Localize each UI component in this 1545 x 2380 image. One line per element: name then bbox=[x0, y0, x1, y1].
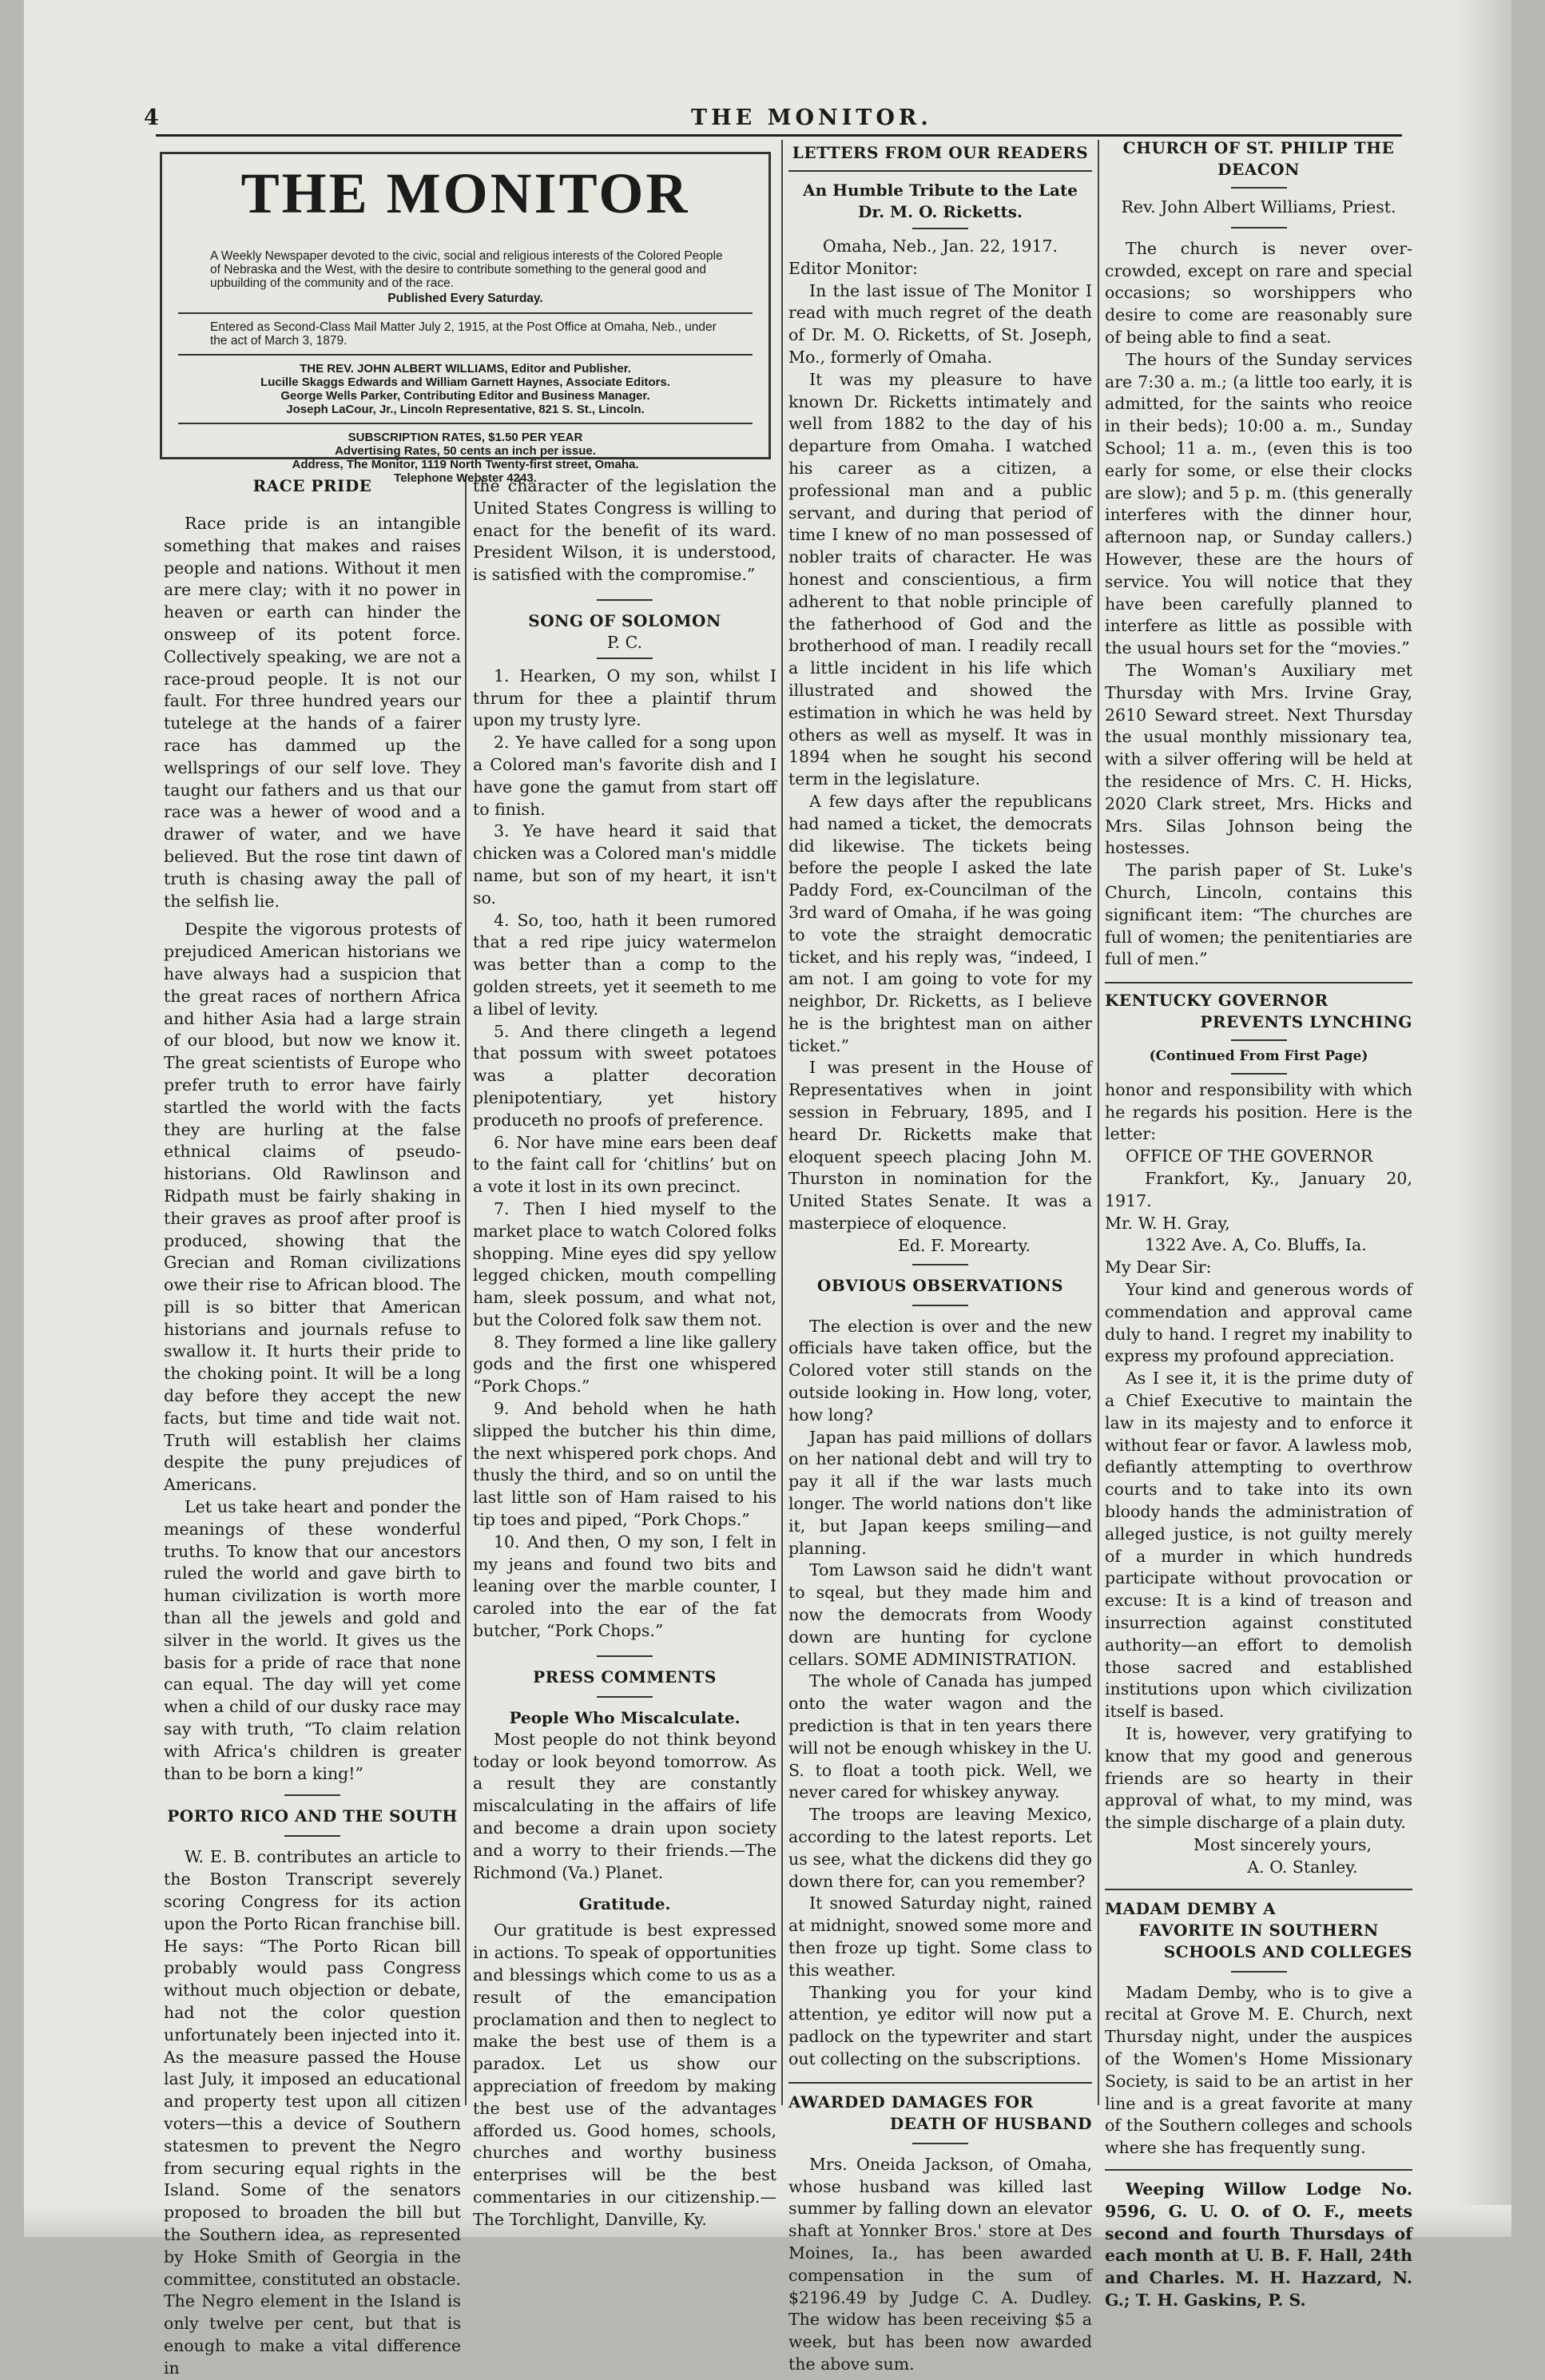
letter-paragraph: A few days after the republicans had named a ticket, the democrats did likewise. The tickets being before the people I asked the late Paddy Ford, ex-Councilman of the 3rd ward of Omaha, if he was going to vote the straight democratic ticket, and his reply was, “indeed, I am not. I am going to vote for my neighbor, Dr. Ricketts, as I believe he is the brightest man on aither ticket.” bbox=[788, 791, 1092, 1055]
nameplate: THE MONITOR bbox=[240, 161, 690, 225]
verse: 3. Ye have heard it said that chicken was a Colored man's middle name, but son of my heart, it isn't so. bbox=[473, 821, 776, 908]
mail-entry-notice: Entered as Second-Class Mail Matter July 2, 1915, at the Post Office at Omaha, Neb., under the act of March 3, 1879. bbox=[210, 320, 717, 348]
dateline: Omaha, Neb., Jan. 22, 1917. bbox=[822, 236, 1058, 256]
letterhead: OFFICE OF THE GOVERNOR bbox=[1126, 1146, 1373, 1166]
verse: 9. And behold when he hath slipped the butcher his thin dime, the next whispered pork chops. And thusly the third, and so on until the last little son of Ham raised to his tip toes and piped, “Pork Chops.” bbox=[473, 1399, 776, 1530]
column-3 bbox=[788, 142, 1092, 2376]
article-paragraph: Race pride is an intangible something that makes and raises people and nations. Without it men are mere clay; with it no power in heaven or earth can hinder the onsweep of its potent force. Collectively speaking, we are not a race-proud people. It is not our fault. For three hundred years our tutelege at the hands of a fairer race has dammed up the wellsprings of our self love. They taught our fathers and us that our race was a hewer of wood and a drawer of water, and we have believed. But the rose tint dawn of truth is chasing away the pall of the selfish lie. bbox=[164, 514, 461, 911]
letter-signature: Ed. F. Morearty. bbox=[897, 1235, 1031, 1255]
staff-list bbox=[186, 362, 745, 416]
verse: 1. Hearken, O my son, whilst I thrum for thee a plaintif thrum upon my trusty lyre. bbox=[473, 666, 776, 730]
priest-line: Rev. John Albert Williams, Priest. bbox=[1121, 197, 1396, 217]
letter-paragraph: Your kind and generous words of commendation and approval came duly to hand. I regret my inability to express my profound appreciation. bbox=[1105, 1280, 1412, 1366]
masthead-box bbox=[160, 152, 771, 485]
publication-schedule: Published Every Saturday. bbox=[387, 292, 543, 305]
verse: 2. Ye have called for a song upon a Colored man's favorite dish and I have gone the gamut from start off to finish. bbox=[473, 733, 776, 819]
headline-obvious-observations: OBVIOUS OBSERVATIONS bbox=[816, 1275, 1064, 1295]
article-paragraph: Tom Lawson said he didn't want to sqeal, but they made him and now the democrats from Woody down are hunting for cyclone cellars. SOME ADMINISTRATION. bbox=[788, 1560, 1092, 1669]
article-paragraph: Madam Demby, who is to give a recital at Grove M. E. Church, next Thursday night, under the auspices of the Women's Home Missionary Society, is said to be an artist in her line and is a great favorite at many of the Southern colleges and schools where she has frequently sung. bbox=[1105, 1982, 1412, 2158]
column-2 bbox=[473, 475, 776, 2231]
section-rule bbox=[1231, 1971, 1287, 1973]
article-paragraph: The whole of Canada has jumped onto the water wagon and the prediction is that in ten years there will not be enough whiskey in the U. S. to float a tooth pick. Well, we never cared for whiskey anyway. bbox=[788, 1671, 1092, 1802]
masthead-rule bbox=[178, 354, 753, 356]
article-paragraph: It snowed Saturday night, rained at midnight, snowed some more and then froze up tight. Some class to this weather. bbox=[788, 1893, 1092, 1980]
article-paragraph: Most people do not think beyond today or look beyond tomorrow. As a result they are constantly miscalculating in the affairs of life and become a drain upon society and a worry to their friends.—The Richmond (Va.) Planet. bbox=[473, 1729, 776, 1882]
article-paragraph: The church is never over-crowded, except on rare and special occasions; so worshippers who desire to come are reasonably sure of being able to find a seat. bbox=[1105, 238, 1412, 347]
masthead-rule bbox=[178, 312, 753, 314]
headline-demby-3: SCHOOLS AND COLLEGES bbox=[1163, 1941, 1412, 1961]
subscription-line: Advertising Rates, 50 cents an inch per issue. bbox=[335, 444, 596, 458]
section-rule bbox=[1105, 2169, 1412, 2171]
column-4 bbox=[1105, 137, 1412, 2312]
section-rule bbox=[912, 1264, 968, 1265]
verse: 5. And there clingeth a legend that possum with sweet potatoes was a platter decoration plenipotentiary, yet history produceth no proofs of preference. bbox=[473, 1021, 776, 1130]
column-divider-3 bbox=[1098, 140, 1099, 2105]
salutation: Editor Monitor: bbox=[788, 258, 918, 278]
lodge-notice: Weeping Willow Lodge No. 9596, G. U. O. of O. F., meets second and fourth Thursdays of each month at U. B. F. Hall, 24th and Charles. M. H. Hazzard, N. G.; T. H. Gaskins, P. S. bbox=[1105, 2179, 1412, 2310]
section-rule bbox=[597, 599, 653, 601]
section-rule bbox=[1105, 982, 1412, 983]
subhead-miscalculate: People Who Miscalculate. bbox=[509, 1707, 741, 1727]
staff-line: Lucille Skaggs Edwards and William Garnett Haynes, Associate Editors. bbox=[260, 375, 670, 389]
section-rule bbox=[912, 1305, 968, 1306]
article-paragraph: The election is over and the new officials have taken office, but the Colored voter still stands on the outside looking in. How long, voter, how long? bbox=[788, 1316, 1092, 1424]
section-rule bbox=[1105, 1889, 1412, 1890]
running-title: THE MONITOR. bbox=[691, 105, 932, 130]
letter-date: Frankfort, Ky., January 20, 1917. bbox=[1105, 1169, 1412, 1210]
article-paragraph: the character of the legislation the United States Congress is willing to enact for the benefit of its ward. President Wilson, it is understood, is satisfied with the compromise.” bbox=[473, 476, 776, 585]
headline-demby-1: MADAM DEMBY A bbox=[1105, 1898, 1277, 1918]
headline-awarded-damages-1: AWARDED DAMAGES FOR bbox=[788, 2092, 1034, 2112]
section-rule bbox=[912, 2143, 968, 2144]
article-paragraph: The troops are leaving Mexico, according to the latest reports. Let us see, what the dickens did they go down there for, can you remember? bbox=[788, 1805, 1092, 1891]
article-paragraph: Mrs. Oneida Jackson, of Omaha, whose husband was killed last summer by falling down an elevator shaft at Yonnker Bros.' store at Des Moines, Ia., has been awarded compensation in the sum of $2196.49 by Judge C. A. Dudley. The widow has been receiving $5 a week, but has been now awarded the above sum. bbox=[788, 2154, 1092, 2374]
section-rule bbox=[788, 2082, 1092, 2084]
verse: 7. Then I hied myself to the market place to watch Colored folks shopping. Mine eyes did spy yellow legged chicken, mouth compelling ham, sleek possum, and what not, but the Colored folk saw them not. bbox=[473, 1198, 776, 1329]
letter-paragraph: It was my pleasure to have known Dr. Ricketts intimately and well from 1882 to the day of his departure from Omaha. I watched his career as a citizen, a professional man and a public servant, and during that period of time I knew of no man possessed of nobler traits of character. He was honest and conscientious, a firm adherent to that noble principle of the fatherhood of God and the brotherhood of man. I readily recall a little incident in his life which illustrated and showed the estimation in which he was held by others as well as myself. It was in 1894 when he sought his second term in the legislature. bbox=[788, 369, 1092, 789]
section-rule bbox=[1231, 187, 1287, 189]
byline: P. C. bbox=[606, 632, 643, 652]
section-rule bbox=[597, 658, 653, 659]
verse: 10. And then, O my son, I felt in my jeans and found two bits and leaning over the marble counter, I caroled into the ear of the fat butcher, “Pork Chops.” bbox=[473, 1532, 776, 1641]
staff-line: George Wells Parker, Contributing Editor and Business Manager. bbox=[280, 389, 650, 403]
letter-signature: A. O. Stanley. bbox=[1247, 1857, 1358, 1877]
column-divider-2 bbox=[781, 140, 783, 2105]
staff-line: Joseph LaCour, Jr., Lincoln Representative, 821 S. St., Lincoln. bbox=[286, 403, 645, 416]
article-paragraph: Japan has paid millions of dollars on her national debt and will try to pay it all if the war lasts much longer. The world nations don't like it, but Japan keeps smiling—and planning. bbox=[788, 1427, 1092, 1558]
article-paragraph: The Woman's Auxiliary met Thursday with Mrs. Irvine Gray, 2610 Seward street. Next Thursday the usual monthly missionary tea, with a silver offering will be held at the residence of Mrs. C. H. Hicks, 2020 Clark street, Mrs. Hicks and Mrs. Silas Johnson being the hostesses. bbox=[1105, 660, 1412, 858]
page-number: 4 bbox=[144, 105, 159, 130]
headline-demby-2: FAVORITE IN SOUTHERN bbox=[1138, 1920, 1379, 1940]
section-rule bbox=[912, 228, 968, 229]
section-rule bbox=[284, 1835, 340, 1837]
subscription-line: Telephone Webster 4243. bbox=[394, 471, 537, 485]
headline-church-1: CHURCH OF ST. PHILIP THE bbox=[1122, 138, 1395, 157]
verse: 6. Nor have mine ears been deaf to the faint call for ‘chitlins’ but on a vote it lost in its own precinct. bbox=[473, 1132, 776, 1197]
verse: 4. So, too, hath it been rumored that a red ripe juicy watermelon was better than a comp to the golden streets, yet it seemeth to me a libel of levity. bbox=[473, 910, 776, 1019]
article-paragraph: honor and responsibility with which he regards his position. Here is the letter: bbox=[1105, 1079, 1412, 1144]
column-1 bbox=[164, 475, 461, 2380]
section-rule bbox=[597, 1696, 653, 1698]
article-paragraph: The parish paper of St. Luke's Church, Lincoln, contains this significant item: “The churches are full of women; the penitentiaries are full of men.” bbox=[1105, 860, 1412, 969]
continued-note: (Continued From First Page) bbox=[1149, 1048, 1368, 1065]
headline-kentucky-2: PREVENTS LYNCHING bbox=[1200, 1012, 1412, 1032]
article-paragraph: Thanking you for your kind attention, ye editor will now put a padlock on the typewriter and start out collecting on the subscriptions. bbox=[788, 1982, 1092, 2068]
subhead-gratitude: Gratitude. bbox=[578, 1894, 671, 1914]
masthead-description: A Weekly Newspaper devoted to the civic, social and religious interests of the Colored People of Nebraska and the West, with the desire to contribute something to the general good and upbuilding of the community and of the race. bbox=[210, 249, 723, 290]
article-paragraph: Let us take heart and ponder the meanings of these wonderful truths. To know that our ancestors ruled the world and gave birth to human civilization is worth more than all the jewels and gold and silver in the world. It gives us the basis for a pride of race that none can equal. The day will yet come when a child of our dusky race may say with truth, “To claim relation with Africa's children is greater than to be born a king!” bbox=[164, 1497, 461, 1783]
headline-porto-rico: PORTO RICO AND THE SOUTH bbox=[167, 1806, 458, 1826]
letter-closing: Most sincerely yours, bbox=[1193, 1834, 1372, 1854]
headline-press-comments: PRESS COMMENTS bbox=[533, 1667, 717, 1687]
letter-paragraph: It is, however, very gratifying to know that my good and generous friends are so hearty in their approval of what, to my mind, was the simple discharge of a plain duty. bbox=[1105, 1724, 1412, 1833]
masthead-rule bbox=[178, 423, 753, 424]
article-paragraph: Despite the vigorous protests of prejudiced American historians we have always had a suspicion that the great races of northern Africa and hither Asia had a large strain of our blood, but now we know it. The great scientists of Europe who prefer truth to error have fairly startled the world with the facts they are hurling at the false ethnical claims of pseudo-historians. Old Rawlinson and Ridpath must be fairly shaking in their graves as proof after proof is produced, showing that the Grecian and Roman civilizations owe their rise to African blood. The pill is so bitter that American historians and journals refuse to swallow it. It hurts their pride to the choking point. It will be a long day before they accept the new facts, but time and tide wait not. Truth will establish her claims despite the puny prejudices of Americans. bbox=[164, 920, 461, 1495]
letter-paragraph: I was present in the House of Representatives when in joint session in February, 1895, and I heard Dr. Ricketts make that eloquent speech placing John M. Thurston in nomination for the United States Senate. It was a masterpiece of eloquence. bbox=[788, 1058, 1092, 1234]
verse: 8. They formed a line like gallery gods and the first one whispered “Pork Chops.” bbox=[473, 1332, 776, 1397]
article-paragraph: Our gratitude is best expressed in actions. To speak of opportunities and blessings which come to us as a result of the emancipation proclamation and then to neglect to make the best use of them is a paradox. Let us show our appreciation of freedom by making the best use of the advantages afforded us. Good homes, schools, churches and worthy business enterprises will be the best commentaries in our citizenship.—The Torchlight, Danville, Ky. bbox=[473, 1921, 776, 2229]
letter-addressee: Mr. W. H. Gray, bbox=[1105, 1213, 1230, 1233]
page-edge-shadow bbox=[1456, 0, 1511, 2237]
header-rule bbox=[156, 134, 1402, 137]
headline-song-of-solomon: SONG OF SOLOMON bbox=[528, 610, 721, 630]
subhead-tribute: An Humble Tribute to the Late Dr. M. O. Ricketts. bbox=[803, 181, 1078, 221]
section-rule bbox=[597, 1655, 653, 1657]
subscription-line: Address, The Monitor, 1119 North Twenty-first street, Omaha. bbox=[292, 458, 639, 471]
letter-paragraph: As I see it, it is the prime duty of a Chief Executive to maintain the law in its majesty and to enforce it without fear or favor. A lawless mob, defiantly attempting to overthrow courts and to take into its own bloody hands the administration of alleged justice, is not guilty merely of a murder in which hundreds participate without provocation or excuse: It is a kind of treason and insurrection against constituted authority—an effort to demolish those sacred and established institutions upon which civilization itself is based. bbox=[1105, 1369, 1412, 1722]
section-rule bbox=[284, 1794, 340, 1796]
headline-race-pride: RACE PRIDE bbox=[252, 476, 372, 495]
section-rule bbox=[1231, 227, 1287, 228]
headline-letters: LETTERS FROM OUR READERS bbox=[792, 143, 1089, 162]
headline-kentucky-1: KENTUCKY GOVERNOR bbox=[1105, 991, 1329, 1011]
column-divider-1 bbox=[465, 475, 467, 2105]
article-paragraph: The hours of the Sunday services are 7:30 a. m.; (a little too early, it is admitted, for the saints who reoice in their beds); 10:00 a. m., Sunday School; 11 a. m., (even this is too early for some, or else their clocks are slow); and 5 p. m. (this generally interferes with the dinner hour, afternoon nap, or Sunday callers.) However, these are the hours of service. You will notice that they have been carefully planned to interfere as little as possible with the usual hours set for the “movies.” bbox=[1105, 349, 1412, 658]
headline-awarded-damages-2: DEATH OF HUSBAND bbox=[889, 2113, 1092, 2133]
subscription-line: SUBSCRIPTION RATES, $1.50 PER YEAR bbox=[348, 431, 583, 444]
letter-address: 1322 Ave. A, Co. Bluffs, Ia. bbox=[1145, 1235, 1367, 1255]
article-paragraph: W. E. B. contributes an article to the Boston Transcript severely scoring Congress for its action upon the Porto Rican franchise bill. He says: “The Porto Rican bill probably would pass Congress without much objection or debate, had not the color question unfortunately been injected into it. As the measure passed the House last July, it imposed an educational and property test upon all citizen voters—this a device of Southern statesmen to prevent the Negro from securing equal rights in the Island. Some of the senators proposed to broaden the bill but the Southern idea, as represented by Hoke Smith of Georgia in the committee, constituted an obstacle. The Negro element in the Island is only twelve per cent, but that is enough to make a vital difference in bbox=[164, 1847, 461, 2378]
letter-paragraph: In the last issue of The Monitor I read with much regret of the death of Dr. M. O. Ricketts, of St. Joseph, Mo., formerly of Omaha. bbox=[788, 280, 1092, 367]
section-rule bbox=[1231, 1039, 1287, 1041]
letter-salutation: My Dear Sir: bbox=[1105, 1258, 1212, 1277]
headline-church-2: DEACON bbox=[1217, 160, 1300, 179]
section-rule bbox=[1231, 1073, 1287, 1075]
section-rule bbox=[788, 170, 1092, 172]
staff-line: THE REV. JOHN ALBERT WILLIAMS, Editor and Publisher. bbox=[300, 362, 631, 375]
